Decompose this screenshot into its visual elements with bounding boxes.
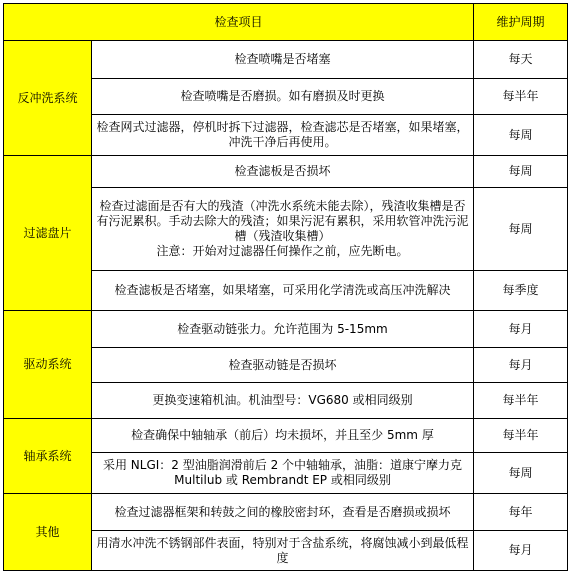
header-cycle-cell: 维护周期 <box>474 4 568 41</box>
table-row <box>4 41 568 79</box>
category-cell: 反冲洗系统 <box>4 41 92 156</box>
item-cell: 检查喷嘴是否磨损。如有磨损及时更换 <box>92 79 474 115</box>
table-row <box>4 494 568 531</box>
cycle-cell: 每周 <box>474 156 568 188</box>
item-cell: 更换变速箱机油。机油型号：VG680 或相同级别 <box>92 383 474 419</box>
cycle-cell: 每月 <box>474 531 568 571</box>
item-cell: 检查滤板是否损坏 <box>92 156 474 188</box>
cycle-cell: 每年 <box>474 494 568 531</box>
cycle-cell: 每周 <box>474 453 568 494</box>
item-cell: 检查滤板是否堵塞，如果堵塞，可采用化学清洗或高压冲洗解决 <box>92 271 474 311</box>
cycle-cell: 每半年 <box>474 419 568 453</box>
cycle-cell: 每周 <box>474 115 568 156</box>
category-cell: 驱动系统 <box>4 311 92 419</box>
maintenance-table <box>3 3 568 571</box>
cycle-cell: 每月 <box>474 348 568 383</box>
item-cell: 检查驱动链是否损坏 <box>92 348 474 383</box>
table-row <box>4 419 568 453</box>
cycle-cell: 每半年 <box>474 383 568 419</box>
header-row <box>4 4 568 41</box>
table-row <box>4 311 568 348</box>
cycle-cell: 每季度 <box>474 271 568 311</box>
cycle-cell: 每半年 <box>474 79 568 115</box>
category-cell: 轴承系统 <box>4 419 92 494</box>
item-cell: 检查确保中轴轴承（前后）均未损坏，并且至少 5mm 厚 <box>92 419 474 453</box>
item-cell: 检查喷嘴是否堵塞 <box>92 41 474 79</box>
item-cell <box>92 188 474 271</box>
item-cell: 检查驱动链张力。允许范围为 5-15mm <box>92 311 474 348</box>
table-row <box>4 156 568 188</box>
item-text: 检查过滤面是否有大的残渣（冲洗水系统未能去除），残渣收集槽是否有污泥累积。手动去除大的残渣；如果污泥有累积，采用软管冲洗污泥槽（残渣收集槽） <box>96 199 469 243</box>
cycle-cell: 每天 <box>474 41 568 79</box>
item-cell: 采用 NLGI：2 型油脂润滑前后 2 个中轴轴承，油脂：道康宁摩力克 Multilub 或 Rembrandt EP 或相同级别 <box>92 453 474 494</box>
header-item-cell: 检查项目 <box>4 4 474 41</box>
item-cell: 检查过滤器框架和转鼓之间的橡胶密封环，查看是否磨损或损坏 <box>92 494 474 531</box>
cycle-cell: 每月 <box>474 311 568 348</box>
safety-note: 注意：开始对过滤器任何操作之前，应先断电。 <box>156 244 409 258</box>
item-cell: 用清水冲洗不锈钢部件表面，特别对于含盐系统，将腐蚀减小到最低程度 <box>92 531 474 571</box>
item-cell: 检查网式过滤器，停机时拆下过滤器，检查滤芯是否堵塞，如果堵塞，冲洗干净后再使用。 <box>92 115 474 156</box>
category-cell: 过滤盘片 <box>4 156 92 311</box>
category-cell: 其他 <box>4 494 92 571</box>
cycle-cell: 每周 <box>474 188 568 271</box>
